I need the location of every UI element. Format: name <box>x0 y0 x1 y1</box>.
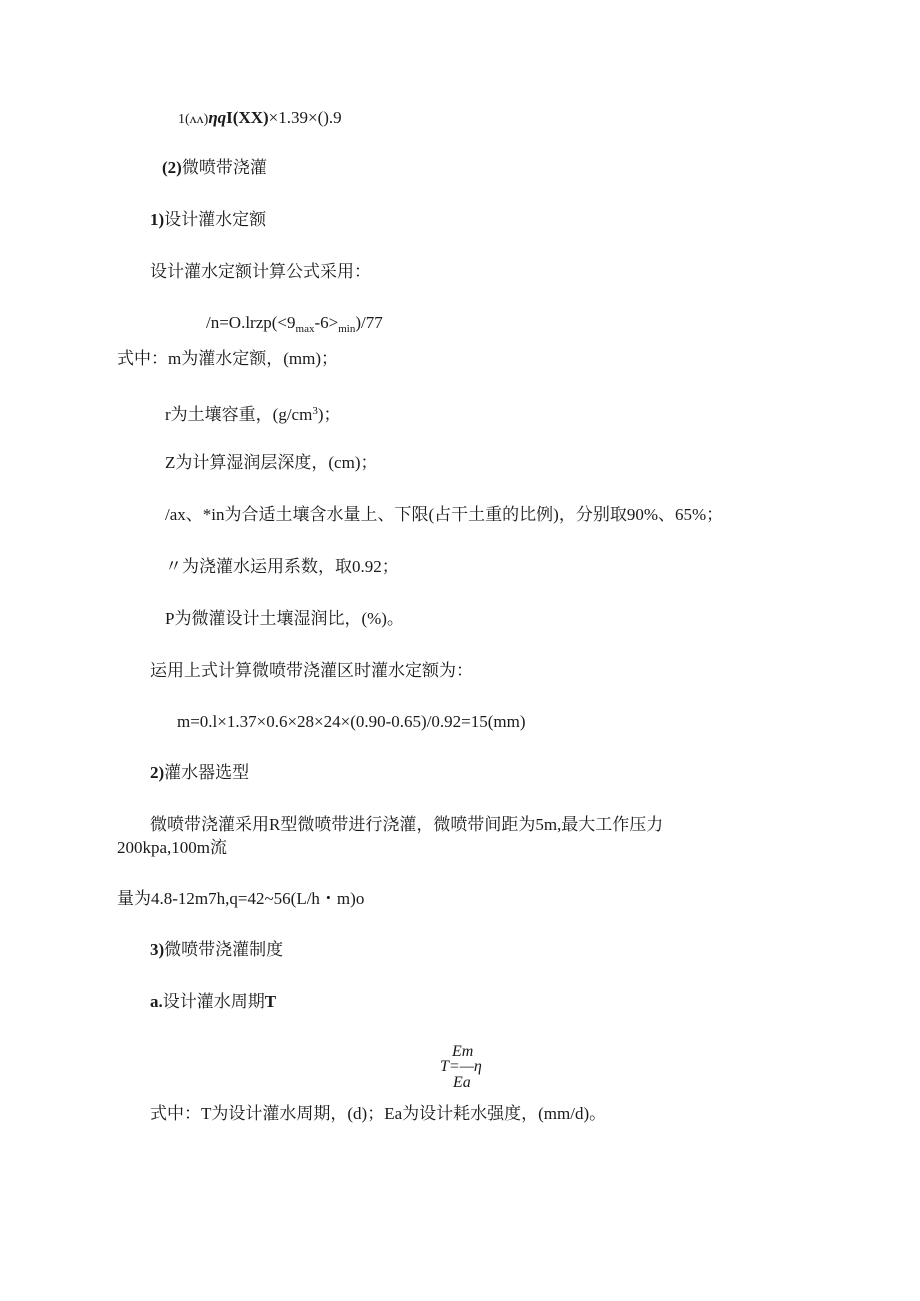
heading-text: 设计灌水定额 <box>164 210 267 229</box>
formula-calculation: m=0.l×1.37×0.6×28×24×(0.90-0.65)/0.92=15(mm) <box>177 712 526 731</box>
fraction-denominator: Ea <box>453 1074 471 1091</box>
definition-text: )； <box>317 405 341 424</box>
definition-line: /ax、*in为合适土壤含水量上、下限(占干土重的比例)，分别取90%、65%； <box>165 505 724 524</box>
definition-line: 〃为浇灌水运用系数，取0.92； <box>165 557 399 576</box>
subsection-heading-1 <box>150 210 266 230</box>
section-heading-2 <box>162 158 267 178</box>
formula-part: I(XX) <box>226 108 269 127</box>
formula-part: 1(ʌʌ) <box>178 112 209 127</box>
formula-irrigation-quota <box>206 313 383 339</box>
formula-part: /n=O.lrzp(<9 <box>206 313 296 332</box>
formula-part: -6> <box>314 313 339 332</box>
item-symbol: T <box>264 992 277 1011</box>
heading-number: (2) <box>162 158 182 177</box>
heading-text: 灌水器选型 <box>164 763 250 782</box>
item-number: a. <box>150 992 163 1011</box>
definition-line: 式中：m为灌水定额，(mm)； <box>117 349 338 368</box>
heading-text: 微喷带浇灌 <box>181 158 267 177</box>
superscript: 3 <box>312 405 318 417</box>
formula-part: ×1.39×().9 <box>268 108 342 127</box>
subsection-heading-2 <box>150 763 249 783</box>
formula-subscript: max <box>295 323 315 335</box>
paragraph: 量为4.8-12m7h,q=42~56(L/h・m)o <box>117 889 365 908</box>
definition-line <box>165 401 341 425</box>
fraction-numerator: Em <box>452 1043 474 1060</box>
formula-line-top <box>178 108 342 130</box>
subsection-heading-3 <box>150 940 283 960</box>
paragraph: 运用上式计算微喷带浇灌区时灌水定额为： <box>150 661 473 680</box>
definition-line: 式中：T为设计灌水周期，(d)；Ea为设计耗水强度，(mm/d)。 <box>150 1104 607 1123</box>
paragraph: 200kpa,100m流 <box>117 838 228 857</box>
formula-subscript: min <box>338 323 356 335</box>
definition-text: r为土壤容重，(g/cm <box>165 405 313 424</box>
formula-part: ηq <box>208 108 227 127</box>
item-heading-a <box>150 992 276 1012</box>
paragraph: 设计灌水定额计算公式采用： <box>150 262 371 281</box>
heading-number: 1) <box>150 210 165 229</box>
definition-line: P为微灌设计土壤湿润比，(%)。 <box>165 609 404 628</box>
heading-text: 微喷带浇灌制度 <box>164 940 284 959</box>
item-text: 设计灌水周期 <box>162 992 265 1011</box>
paragraph: 微喷带浇灌采用R型微喷带进行浇灌，微喷带间距为5m,最大工作压力 <box>150 815 664 834</box>
heading-number: 3) <box>150 940 165 959</box>
definition-line: Z为计算湿润层深度，(cm)； <box>165 453 378 472</box>
formula-part: )/77 <box>355 313 383 332</box>
heading-number: 2) <box>150 763 165 782</box>
fraction-lhs: T=—η <box>440 1058 482 1075</box>
